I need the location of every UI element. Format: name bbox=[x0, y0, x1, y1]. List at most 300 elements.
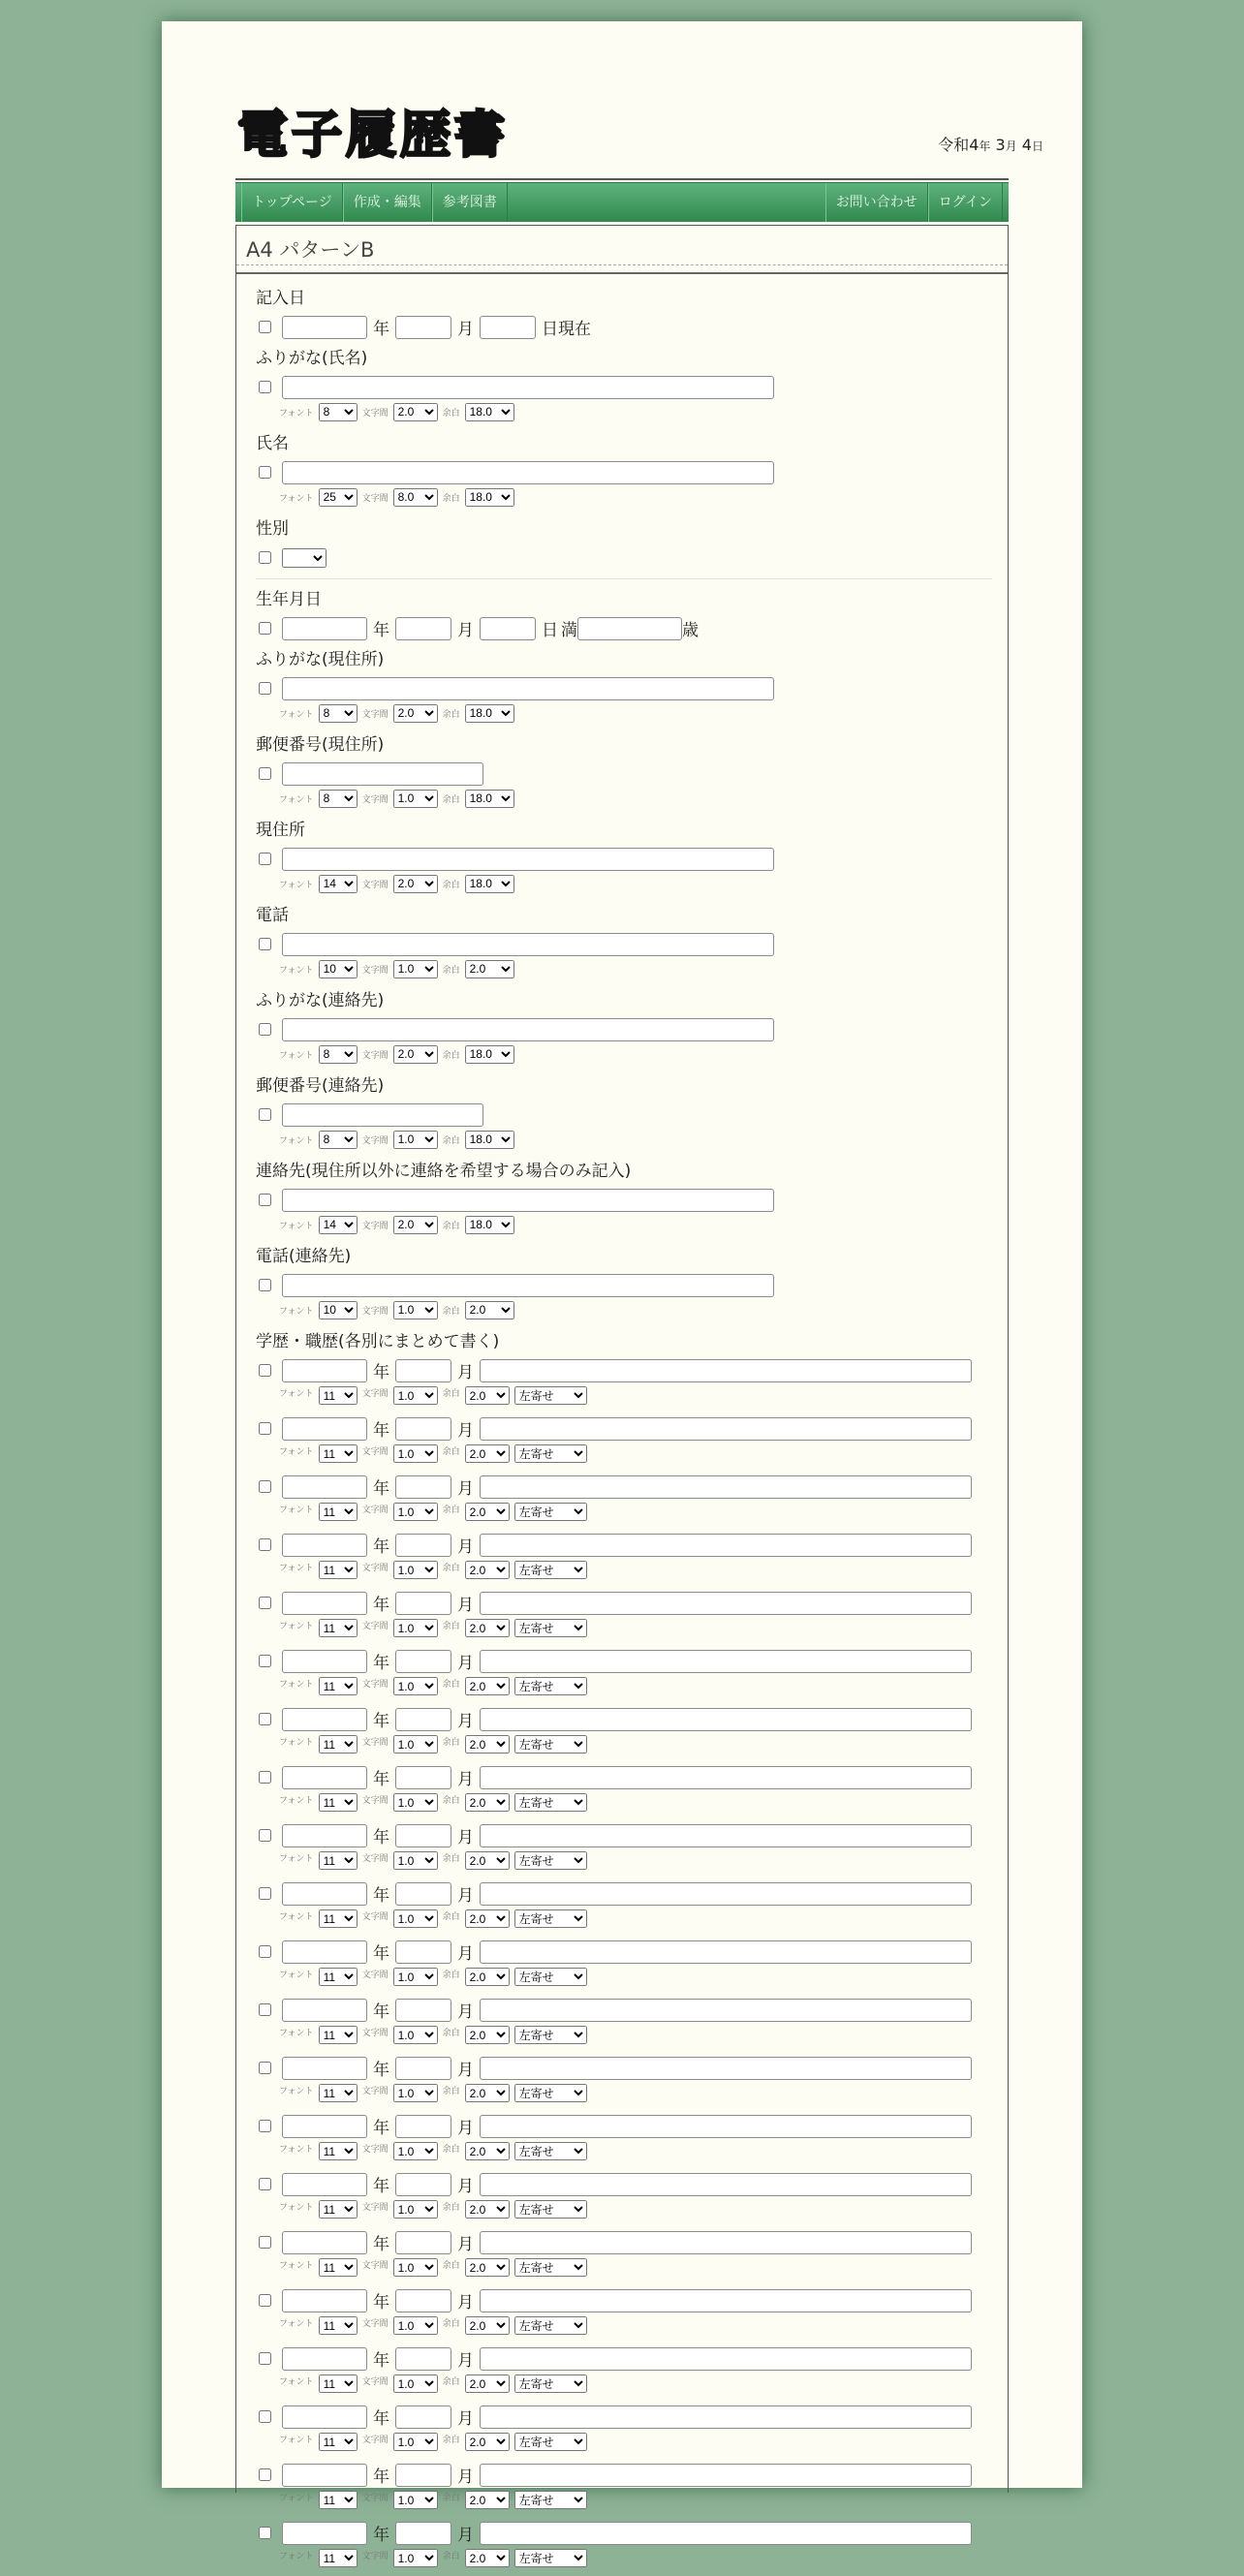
history-checkbox[interactable] bbox=[259, 1887, 271, 1900]
history-checkbox[interactable] bbox=[259, 1713, 271, 1725]
history-month-input[interactable] bbox=[395, 2289, 451, 2312]
history-text-input[interactable] bbox=[480, 1592, 972, 1615]
history-year-input[interactable] bbox=[282, 2115, 367, 2138]
letter-spacing-select[interactable] bbox=[393, 790, 438, 808]
history-month-input[interactable] bbox=[395, 2231, 451, 2254]
margin-select[interactable] bbox=[465, 2549, 510, 2567]
font-size-select[interactable] bbox=[319, 2374, 358, 2393]
margin-select[interactable] bbox=[465, 2026, 510, 2044]
content-panel bbox=[235, 225, 1009, 2561]
history-year-input[interactable] bbox=[282, 1650, 367, 1673]
font-size-select[interactable] bbox=[319, 704, 358, 723]
history-text-input[interactable] bbox=[480, 2347, 972, 2371]
history-options: フォント 11 文字間 1.0 余白 2.0 左寄せ bbox=[256, 1618, 992, 1646]
letter-spacing-select[interactable] bbox=[393, 1216, 438, 1234]
history-options: フォント 11 文字間 1.0 余白 2.0 左寄せ bbox=[256, 2548, 992, 2576]
history-row: 年 月 bbox=[256, 1762, 992, 1792]
history-row: 年 月 bbox=[256, 1530, 992, 1560]
history-month-input[interactable] bbox=[395, 2173, 451, 2196]
furigana-contact-checkbox[interactable] bbox=[259, 1023, 271, 1036]
history-text-input[interactable] bbox=[480, 1882, 972, 1906]
history-text-input[interactable] bbox=[480, 2115, 972, 2138]
history-year-input[interactable] bbox=[282, 1592, 367, 1615]
history-row: 年 月 bbox=[256, 2053, 992, 2083]
history-year-input[interactable] bbox=[282, 1824, 367, 1847]
history-list bbox=[256, 1355, 992, 2576]
margin-select[interactable] bbox=[465, 1444, 510, 1463]
page-sheet bbox=[162, 21, 1082, 2561]
align-select[interactable] bbox=[514, 2200, 587, 2219]
history-month-input[interactable] bbox=[395, 2405, 451, 2429]
font-size-select[interactable] bbox=[319, 1735, 358, 1754]
history-checkbox[interactable] bbox=[259, 1655, 271, 1667]
font-size-select[interactable] bbox=[319, 2316, 358, 2335]
letter-spacing-select[interactable] bbox=[393, 1735, 438, 1754]
history-row: 年 月 bbox=[256, 1937, 992, 1967]
font-size-select[interactable] bbox=[319, 2142, 358, 2160]
furigana-name-checkbox[interactable] bbox=[259, 381, 271, 393]
phone-input[interactable] bbox=[282, 933, 774, 956]
nav-reference-books[interactable]: 参考図書 bbox=[432, 183, 508, 222]
align-select[interactable] bbox=[514, 1444, 587, 1463]
font-size-select[interactable] bbox=[319, 875, 358, 893]
font-size-select[interactable] bbox=[319, 2200, 358, 2219]
zip-contact-input[interactable] bbox=[282, 1103, 483, 1127]
history-row: 年 月 bbox=[256, 2169, 992, 2199]
margin-select[interactable] bbox=[465, 1909, 510, 1928]
letter-spacing-select[interactable] bbox=[393, 488, 438, 507]
margin-select[interactable] bbox=[465, 2316, 510, 2335]
align-select[interactable] bbox=[514, 1677, 587, 1695]
history-options: フォント 11 文字間 1.0 余白 2.0 左寄せ bbox=[256, 2315, 992, 2343]
align-select[interactable] bbox=[514, 1735, 587, 1754]
history-year-input[interactable] bbox=[282, 1359, 367, 1382]
header-rule bbox=[235, 178, 1009, 180]
history-year-input[interactable] bbox=[282, 1417, 367, 1441]
history-year-input[interactable] bbox=[282, 1940, 367, 1964]
history-row: 年 月 bbox=[256, 2285, 992, 2315]
history-checkbox[interactable] bbox=[259, 2527, 271, 2539]
birthdate-row: 年 月 日 満 歳 bbox=[256, 613, 992, 643]
history-checkbox[interactable] bbox=[259, 2236, 271, 2249]
history-checkbox[interactable] bbox=[259, 1480, 271, 1493]
align-select[interactable] bbox=[514, 2084, 587, 2102]
address-input[interactable] bbox=[282, 848, 774, 871]
birth-year-input[interactable] bbox=[282, 617, 367, 640]
font-size-select[interactable] bbox=[319, 1909, 358, 1928]
align-select[interactable] bbox=[514, 1619, 587, 1637]
history-year-input[interactable] bbox=[282, 2522, 367, 2545]
history-options: フォント 11 文字間 1.0 余白 2.0 左寄せ bbox=[256, 1443, 992, 1472]
margin-select[interactable] bbox=[465, 2084, 510, 2102]
history-label: 学歴・職歴(各別にまとめて書く) bbox=[256, 1332, 500, 1351]
phone-contact-label: 電話(連絡先) bbox=[256, 1247, 352, 1266]
nav-login[interactable]: ログイン bbox=[928, 183, 1003, 222]
history-year-input[interactable] bbox=[282, 2289, 367, 2312]
history-checkbox[interactable] bbox=[259, 1422, 271, 1435]
furigana-address-input[interactable] bbox=[282, 677, 774, 700]
history-year-input[interactable] bbox=[282, 1882, 367, 1906]
font-size-select[interactable] bbox=[319, 403, 358, 421]
birthdate-checkbox[interactable] bbox=[259, 622, 271, 635]
margin-select[interactable] bbox=[465, 2374, 510, 2393]
margin-select[interactable] bbox=[465, 2433, 510, 2451]
history-year-input[interactable] bbox=[282, 1999, 367, 2022]
nav-top-page[interactable]: トップページ bbox=[241, 183, 343, 222]
font-size-select[interactable] bbox=[319, 2491, 358, 2509]
letter-spacing-select[interactable] bbox=[393, 2142, 438, 2160]
page-title-bar bbox=[236, 226, 1008, 265]
history-row: 年 月 bbox=[256, 1472, 992, 1502]
font-size-select[interactable] bbox=[319, 2258, 358, 2277]
history-row: 年 月 bbox=[256, 1355, 992, 1385]
history-month-input[interactable] bbox=[395, 1359, 451, 1382]
nav-create-edit[interactable]: 作成・編集 bbox=[343, 183, 432, 222]
history-checkbox[interactable] bbox=[259, 1771, 271, 1784]
history-row: 年 月 bbox=[256, 1413, 992, 1443]
align-select[interactable] bbox=[514, 1561, 587, 1579]
align-select[interactable] bbox=[514, 1851, 587, 1870]
name-checkbox[interactable] bbox=[259, 466, 271, 479]
history-row: 年 月 bbox=[256, 2111, 992, 2141]
history-year-input[interactable] bbox=[282, 2464, 367, 2487]
history-checkbox[interactable] bbox=[259, 2178, 271, 2190]
contact-checkbox[interactable] bbox=[259, 1194, 271, 1206]
history-year-input[interactable] bbox=[282, 1475, 367, 1499]
font-size-select[interactable] bbox=[319, 960, 358, 978]
margin-select[interactable] bbox=[465, 875, 514, 893]
history-year-input[interactable] bbox=[282, 1708, 367, 1731]
margin-select[interactable] bbox=[465, 1131, 514, 1149]
history-row: 年 月 bbox=[256, 1878, 992, 1909]
history-year-input[interactable] bbox=[282, 1766, 367, 1789]
letter-spacing-select[interactable] bbox=[393, 1386, 438, 1405]
history-text-input[interactable] bbox=[480, 2173, 972, 2196]
history-options: フォント 11 文字間 1.0 余白 2.0 左寄せ bbox=[256, 1734, 992, 1762]
history-month-input[interactable] bbox=[395, 1592, 451, 1615]
history-year-input[interactable] bbox=[282, 2057, 367, 2080]
font-size-select[interactable] bbox=[319, 2084, 358, 2102]
margin-select[interactable] bbox=[465, 1301, 514, 1319]
history-checkbox[interactable] bbox=[259, 1538, 271, 1551]
font-size-select[interactable] bbox=[319, 2433, 358, 2451]
kinyubi-row: 年 月 日現在 bbox=[256, 312, 992, 342]
margin-select[interactable] bbox=[465, 1851, 510, 1870]
letter-spacing-select[interactable] bbox=[393, 1968, 438, 1986]
align-select[interactable] bbox=[514, 2549, 587, 2567]
birth-month-input[interactable] bbox=[395, 617, 451, 640]
phone-contact-input[interactable] bbox=[282, 1274, 774, 1297]
font-size-select[interactable] bbox=[319, 1301, 358, 1319]
margin-select[interactable] bbox=[465, 1793, 510, 1812]
history-text-input[interactable] bbox=[480, 2522, 972, 2545]
history-checkbox[interactable] bbox=[259, 2410, 271, 2423]
history-text-input[interactable] bbox=[480, 1940, 972, 1964]
history-month-input[interactable] bbox=[395, 2464, 451, 2487]
align-select[interactable] bbox=[514, 2026, 587, 2044]
history-options: フォント 11 文字間 1.0 余白 2.0 左寄せ bbox=[256, 1385, 992, 1413]
history-month-input[interactable] bbox=[395, 1650, 451, 1673]
font-size-select[interactable] bbox=[319, 1444, 358, 1463]
history-checkbox[interactable] bbox=[259, 1597, 271, 1609]
site-logo[interactable]: 電子履歴書 bbox=[237, 106, 510, 165]
letter-spacing-select[interactable] bbox=[393, 2433, 438, 2451]
font-size-select[interactable] bbox=[319, 1677, 358, 1695]
phone-label: 電話 bbox=[256, 906, 289, 925]
contact-input[interactable] bbox=[282, 1189, 774, 1212]
kinyubi-label: 記入日 bbox=[256, 289, 305, 308]
contact-label: 連絡先(現住所以外に連絡を希望する場合のみ記入) bbox=[256, 1162, 632, 1181]
history-text-input[interactable] bbox=[480, 1417, 972, 1441]
address-checkbox[interactable] bbox=[259, 853, 271, 865]
letter-spacing-select[interactable] bbox=[393, 1909, 438, 1928]
zip-address-input[interactable] bbox=[282, 762, 483, 786]
history-options: フォント 11 文字間 1.0 余白 2.0 左寄せ bbox=[256, 1560, 992, 1588]
resume-form: 記入日 年 月 日現在 ふりがな(氏名) フォント 8 文字間 2.0 余白 18.0 氏名 フォント 25 文字間 8.0 余白 18.0 性別 生年月日 年 月 日 満 歳 ふりがな(現住所) フォント 8 文字間 2.0 余白 18.0 郵便番号(現住所) フォント 8 文字間 1.0 余白 18.0 現住所 フォント 14 文字間 2.0 余白 18.0 電話 フォント 10 文字間 1.0 余白 2.0 ふりがな(連絡先) フォント 8 文字間 2.0 余白 18.0 郵便番号(連絡先) フォント 8 文字間 1.0 余白 18.0 連絡先(現住所以外に連絡を希望する場合のみ記入) フォント 14 文字間 2.0 余白 18.0 電話(連絡先) フォント 10 文字間 1.0 余白 2.0 学歴・職歴(各別にまとめて書く) 年 月 フォント 11 文字間 1.0 余白 2.0 左寄せ 年 月 フォント 11 文字間 1.0 余白 2.0 左寄せ 年 月 フォント 11 文字間 1.0 余白 2.0 左寄せ 年 月 フォント 11 文字間 1.0 余白 2.0 左寄せ 年 月 フォント 11 文字間 1.0 余白 2.0 左寄せ 年 月 フォント 11 文字間 1.0 余白 2.0 左寄せ 年 月 フォント 11 文字間 1.0 余白 2.0 左寄せ 年 月 フォント 11 文字間 1.0 余白 2.0 左寄せ 年 月 フォント 11 文字間 1.0 余白 2.0 左寄せ 年 月 フォント 11 文字間 1.0 余白 2.0 左寄せ 年 月 フォント 11 文字間 1.0 余白 2.0 左寄せ 年 月 フォント 11 文字間 1.0 余白 2.0 左寄せ 年 月 フォント 11 文字間 1.0 余白 2.0 左寄せ 年 月 フォント 11 文字間 1.0 余白 2.0 左寄せ 年 月 フォント 11 文字間 1.0 余白 2.0 左寄せ 年 月 フォント 11 文字間 1.0 余白 2.0 左寄せ 年 月 フォント 11 文字間 1.0 余白 2.0 左寄せ 年 月 フォント 11 文字間 1.0 余白 2.0 左寄せ 年 月 フォント 11 文字間 1.0 余白 2.0 左寄せ 年 月 フォント 11 文字間 1.0 余白 2.0 左寄せ 年 月 フォント 11 文字間 1.0 余白 2.0 左寄せ bbox=[256, 274, 992, 2576]
phone-checkbox[interactable] bbox=[259, 938, 271, 950]
history-month-input[interactable] bbox=[395, 1824, 451, 1847]
letter-spacing-select[interactable] bbox=[393, 1619, 438, 1637]
letter-spacing-select[interactable] bbox=[393, 2258, 438, 2277]
letter-spacing-select[interactable] bbox=[393, 1793, 438, 1812]
history-month-input[interactable] bbox=[395, 1766, 451, 1789]
history-month-input[interactable] bbox=[395, 2347, 451, 2371]
align-select[interactable] bbox=[514, 1909, 587, 1928]
zip-contact-checkbox[interactable] bbox=[259, 1108, 271, 1121]
history-row: 年 月 bbox=[256, 2343, 992, 2374]
history-checkbox[interactable] bbox=[259, 1829, 271, 1842]
font-size-select[interactable] bbox=[319, 2549, 358, 2567]
letter-spacing-select[interactable] bbox=[393, 1677, 438, 1695]
font-size-select[interactable] bbox=[319, 1619, 358, 1637]
margin-select[interactable] bbox=[465, 488, 514, 507]
history-year-input[interactable] bbox=[282, 2347, 367, 2371]
history-options: フォント 11 文字間 1.0 余白 2.0 左寄せ bbox=[256, 1676, 992, 1704]
history-text-input[interactable] bbox=[480, 2057, 972, 2080]
align-select[interactable] bbox=[514, 1793, 587, 1812]
history-text-input[interactable] bbox=[480, 1359, 972, 1382]
letter-spacing-select[interactable] bbox=[393, 875, 438, 893]
font-size-select[interactable] bbox=[319, 1851, 358, 1870]
align-select[interactable] bbox=[514, 2491, 587, 2509]
letter-spacing-select[interactable] bbox=[393, 2374, 438, 2393]
current-date: 令和4年 3月 4日 bbox=[938, 136, 1043, 154]
margin-select[interactable] bbox=[465, 704, 514, 723]
history-row: 年 月 bbox=[256, 1646, 992, 1676]
name-label: 氏名 bbox=[256, 434, 289, 453]
zip-contact-label: 郵便番号(連絡先) bbox=[256, 1076, 385, 1096]
font-size-select[interactable] bbox=[319, 488, 358, 507]
age-input[interactable] bbox=[577, 617, 682, 640]
divider bbox=[256, 578, 992, 579]
history-text-input[interactable] bbox=[480, 2464, 972, 2487]
furigana-name-options: フォント 8 文字間 2.0 余白 18.0 bbox=[256, 402, 992, 421]
letter-spacing-select[interactable] bbox=[393, 2200, 438, 2219]
history-checkbox[interactable] bbox=[259, 2468, 271, 2481]
history-month-input[interactable] bbox=[395, 1417, 451, 1441]
history-options: フォント 11 文字間 1.0 余白 2.0 左寄せ bbox=[256, 2490, 992, 2518]
margin-select[interactable] bbox=[465, 1386, 510, 1405]
margin-select[interactable] bbox=[465, 960, 514, 978]
history-month-input[interactable] bbox=[395, 1999, 451, 2022]
main-nav bbox=[235, 182, 1009, 222]
margin-select[interactable] bbox=[465, 2142, 510, 2160]
align-select[interactable] bbox=[514, 1503, 587, 1521]
history-options: フォント 11 文字間 1.0 余白 2.0 左寄せ bbox=[256, 1850, 992, 1878]
align-select[interactable] bbox=[514, 2316, 587, 2335]
kinyubi-checkbox[interactable] bbox=[259, 321, 271, 333]
history-checkbox[interactable] bbox=[259, 1945, 271, 1958]
margin-select[interactable] bbox=[465, 1561, 510, 1579]
letter-spacing-select[interactable] bbox=[393, 1851, 438, 1870]
margin-select[interactable] bbox=[465, 2491, 510, 2509]
font-size-select[interactable] bbox=[319, 2026, 358, 2044]
margin-select[interactable] bbox=[465, 1619, 510, 1637]
font-size-select[interactable] bbox=[319, 1968, 358, 1986]
history-year-input[interactable] bbox=[282, 2173, 367, 2196]
letter-spacing-select[interactable] bbox=[393, 704, 438, 723]
font-size-select[interactable] bbox=[319, 790, 358, 808]
phone-contact-checkbox[interactable] bbox=[259, 1279, 271, 1291]
align-select[interactable] bbox=[514, 1386, 587, 1405]
history-year-input[interactable] bbox=[282, 2231, 367, 2254]
history-text-input[interactable] bbox=[480, 1766, 972, 1789]
font-size-select[interactable] bbox=[319, 1216, 358, 1234]
align-select[interactable] bbox=[514, 2142, 587, 2160]
history-checkbox[interactable] bbox=[259, 2120, 271, 2132]
history-checkbox[interactable] bbox=[259, 2003, 271, 2016]
letter-spacing-select[interactable] bbox=[393, 1561, 438, 1579]
furigana-name-label: ふりがな(氏名) bbox=[256, 349, 368, 368]
align-select[interactable] bbox=[514, 2433, 587, 2451]
history-options: フォント 11 文字間 1.0 余白 2.0 左寄せ bbox=[256, 2025, 992, 2053]
margin-select[interactable] bbox=[465, 1503, 510, 1521]
letter-spacing-select[interactable] bbox=[393, 1444, 438, 1463]
name-options: フォント 25 文字間 8.0 余白 18.0 bbox=[256, 487, 992, 507]
history-row: 年 月 bbox=[256, 2227, 992, 2257]
margin-select[interactable] bbox=[465, 1216, 514, 1234]
history-checkbox[interactable] bbox=[259, 2352, 271, 2365]
history-options: フォント 11 文字間 1.0 余白 2.0 左寄せ bbox=[256, 2432, 992, 2460]
kinyubi-year-input[interactable] bbox=[282, 316, 367, 339]
gender-label: 性別 bbox=[256, 519, 289, 539]
furigana-address-label: ふりがな(現住所) bbox=[256, 650, 385, 669]
history-text-input[interactable] bbox=[480, 1534, 972, 1557]
history-options: フォント 11 文字間 1.0 余白 2.0 左寄せ bbox=[256, 1909, 992, 1937]
furigana-address-checkbox[interactable] bbox=[259, 682, 271, 695]
history-month-input[interactable] bbox=[395, 2522, 451, 2545]
history-text-input[interactable] bbox=[480, 2289, 972, 2312]
history-options: フォント 11 文字間 1.0 余白 2.0 左寄せ bbox=[256, 2083, 992, 2111]
font-size-select[interactable] bbox=[319, 1386, 358, 1405]
nav-contact[interactable]: お問い合わせ bbox=[825, 183, 928, 222]
page-title: A4 パターンB bbox=[246, 238, 375, 262]
history-text-input[interactable] bbox=[480, 1999, 972, 2022]
history-text-input[interactable] bbox=[480, 2405, 972, 2429]
history-options: フォント 11 文字間 1.0 余白 2.0 左寄せ bbox=[256, 1792, 992, 1820]
letter-spacing-select[interactable] bbox=[393, 2316, 438, 2335]
zip-address-checkbox[interactable] bbox=[259, 767, 271, 780]
furigana-name-input[interactable] bbox=[282, 376, 774, 399]
history-month-input[interactable] bbox=[395, 2057, 451, 2080]
margin-select[interactable] bbox=[465, 1968, 510, 1986]
history-options: フォント 11 文字間 1.0 余白 2.0 左寄せ bbox=[256, 2374, 992, 2402]
letter-spacing-select[interactable] bbox=[393, 1045, 438, 1064]
history-row: 年 月 bbox=[256, 2518, 992, 2548]
letter-spacing-select[interactable] bbox=[393, 1301, 438, 1319]
history-row: 年 月 bbox=[256, 2402, 992, 2432]
address-label: 現住所 bbox=[256, 821, 305, 840]
history-month-input[interactable] bbox=[395, 1534, 451, 1557]
margin-select[interactable] bbox=[465, 790, 514, 808]
history-month-input[interactable] bbox=[395, 1475, 451, 1499]
margin-select[interactable] bbox=[465, 403, 514, 421]
history-month-input[interactable] bbox=[395, 2115, 451, 2138]
furigana-contact-input[interactable] bbox=[282, 1018, 774, 1041]
font-size-select[interactable] bbox=[319, 1131, 358, 1149]
history-text-input[interactable] bbox=[480, 1650, 972, 1673]
history-month-input[interactable] bbox=[395, 1882, 451, 1906]
history-text-input[interactable] bbox=[480, 1824, 972, 1847]
align-select[interactable] bbox=[514, 1968, 587, 1986]
font-size-select[interactable] bbox=[319, 1793, 358, 1812]
gender-checkbox[interactable] bbox=[259, 551, 271, 564]
margin-select[interactable] bbox=[465, 2258, 510, 2277]
margin-select[interactable] bbox=[465, 1045, 514, 1064]
history-year-input[interactable] bbox=[282, 2405, 367, 2429]
margin-select[interactable] bbox=[465, 1735, 510, 1754]
font-size-select[interactable] bbox=[319, 1561, 358, 1579]
history-checkbox[interactable] bbox=[259, 1364, 271, 1377]
history-text-input[interactable] bbox=[480, 2231, 972, 2254]
gender-select[interactable] bbox=[282, 548, 327, 568]
letter-spacing-select[interactable] bbox=[393, 2084, 438, 2102]
history-text-input[interactable] bbox=[480, 1475, 972, 1499]
history-year-input[interactable] bbox=[282, 1534, 367, 1557]
history-month-input[interactable] bbox=[395, 1708, 451, 1731]
history-text-input[interactable] bbox=[480, 1708, 972, 1731]
kinyubi-month-input[interactable] bbox=[395, 316, 451, 339]
letter-spacing-select[interactable] bbox=[393, 1131, 438, 1149]
history-month-input[interactable] bbox=[395, 1940, 451, 1964]
margin-select[interactable] bbox=[465, 1677, 510, 1695]
font-size-select[interactable] bbox=[319, 1503, 358, 1521]
font-size-select[interactable] bbox=[319, 1045, 358, 1064]
letter-spacing-select[interactable] bbox=[393, 2491, 438, 2509]
history-row: 年 月 bbox=[256, 1704, 992, 1734]
history-row: 年 月 bbox=[256, 2460, 992, 2490]
letter-spacing-select[interactable] bbox=[393, 960, 438, 978]
margin-select[interactable] bbox=[465, 2200, 510, 2219]
history-options: フォント 11 文字間 1.0 余白 2.0 左寄せ bbox=[256, 1502, 992, 1530]
history-options: フォント 11 文字間 1.0 余白 2.0 左寄せ bbox=[256, 2257, 992, 2285]
kinyubi-day-input[interactable] bbox=[480, 316, 536, 339]
history-checkbox[interactable] bbox=[259, 2062, 271, 2074]
birth-day-input[interactable] bbox=[480, 617, 536, 640]
name-input[interactable] bbox=[282, 461, 774, 484]
letter-spacing-select[interactable] bbox=[393, 403, 438, 421]
letter-spacing-select[interactable] bbox=[393, 1503, 438, 1521]
letter-spacing-select[interactable] bbox=[393, 2549, 438, 2567]
birthdate-label: 生年月日 bbox=[256, 590, 322, 609]
history-row: 年 月 bbox=[256, 1995, 992, 2025]
align-select[interactable] bbox=[514, 2374, 587, 2393]
zip-address-label: 郵便番号(現住所) bbox=[256, 735, 385, 755]
letter-spacing-select[interactable] bbox=[393, 2026, 438, 2044]
history-options: フォント 11 文字間 1.0 余白 2.0 左寄せ bbox=[256, 2199, 992, 2227]
history-checkbox[interactable] bbox=[259, 2294, 271, 2307]
align-select[interactable] bbox=[514, 2258, 587, 2277]
